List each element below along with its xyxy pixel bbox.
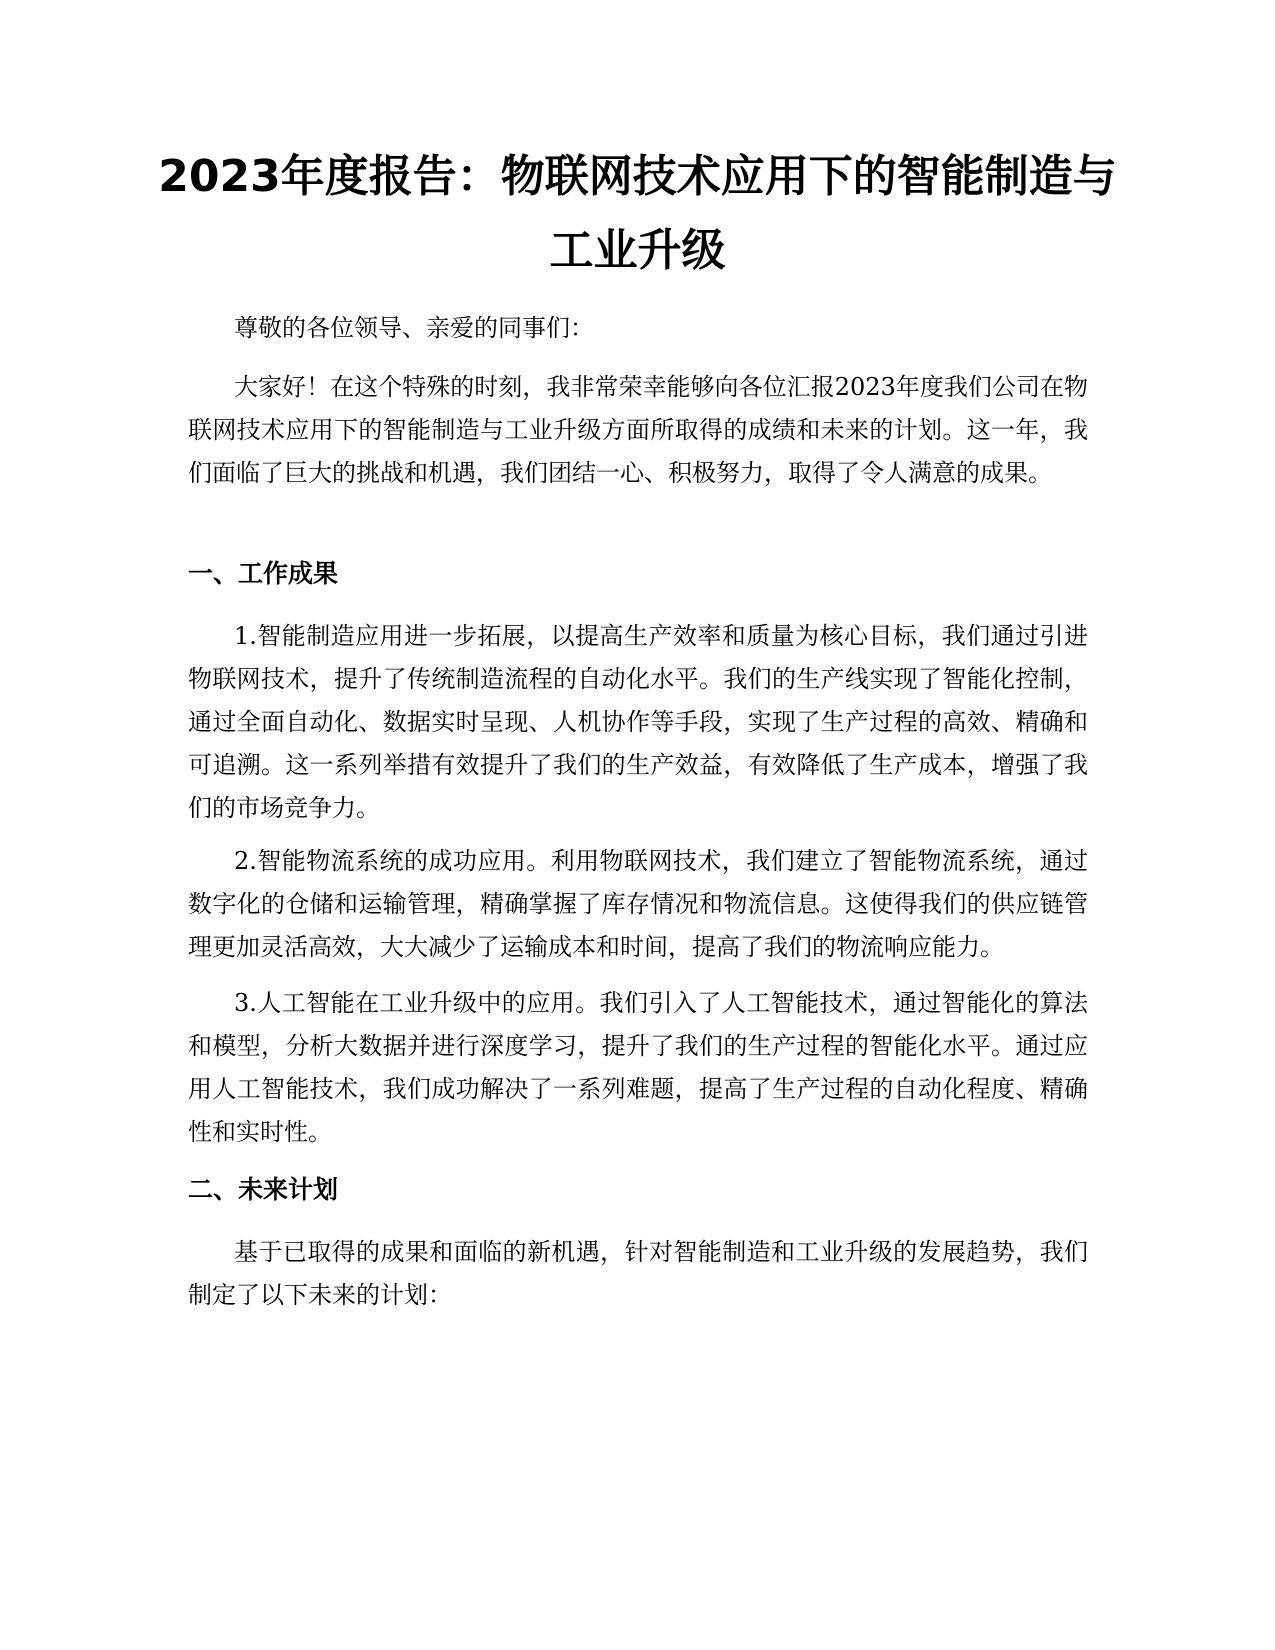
achievement-item-3: 3.人工智能在工业升级中的应用。我们引入了人工智能技术，通过智能化的算法和模型，分析大数据并进行深度学习，提升了我们的生产过程的智能化水平。通过应用人工智能技术，我们成功解决了一系列难题，提高了生产过程的自动化程度、精确性和实时性。 bbox=[188, 989, 1088, 1146]
section-heading-future-plans: 二、未来计划 bbox=[188, 1175, 339, 1204]
achievement-item-2: 2.智能物流系统的成功应用。利用物联网技术，我们建立了智能物流系统，通过数字化的仓储和运输管理，精确掌握了库存情况和物流信息。这使得我们的供应链管理更加灵活高效，大大减少了运输成本和时间，提高了我们的物流响应能力。 bbox=[188, 847, 1088, 961]
document-title: 2023年度报告：物联网技术应用下的智能制造与工业升级 bbox=[158, 151, 1117, 276]
future-plans-intro: 基于已取得的成果和面临的新机遇，针对智能制造和工业升级的发展趋势，我们制定了以下未来的计划： bbox=[188, 1238, 1088, 1309]
salutation: 尊敬的各位领导、亲爱的同事们： bbox=[234, 314, 594, 342]
section-heading-achievements: 一、工作成果 bbox=[188, 559, 339, 588]
achievement-item-1: 1.智能制造应用进一步拓展，以提高生产效率和质量为核心目标，我们通过引进物联网技术，提升了传统制造流程的自动化水平。我们的生产线实现了智能化控制，通过全面自动化、数据实时呈现、人机协作等手段，实现了生产过程的高效、精确和可追溯。这一系列举措有效提升了我们的生产效益，有效降低了生产成本，增强了我们的市场竞争力。 bbox=[188, 622, 1088, 822]
intro-paragraph: 大家好！在这个特殊的时刻，我非常荣幸能够向各位汇报2023年度我们公司在物联网技术应用下的智能制造与工业升级方面所取得的成绩和未来的计划。这一年，我们面临了巨大的挑战和机遇，我们团结一心、积极努力，取得了令人满意的成果。 bbox=[188, 373, 1088, 487]
